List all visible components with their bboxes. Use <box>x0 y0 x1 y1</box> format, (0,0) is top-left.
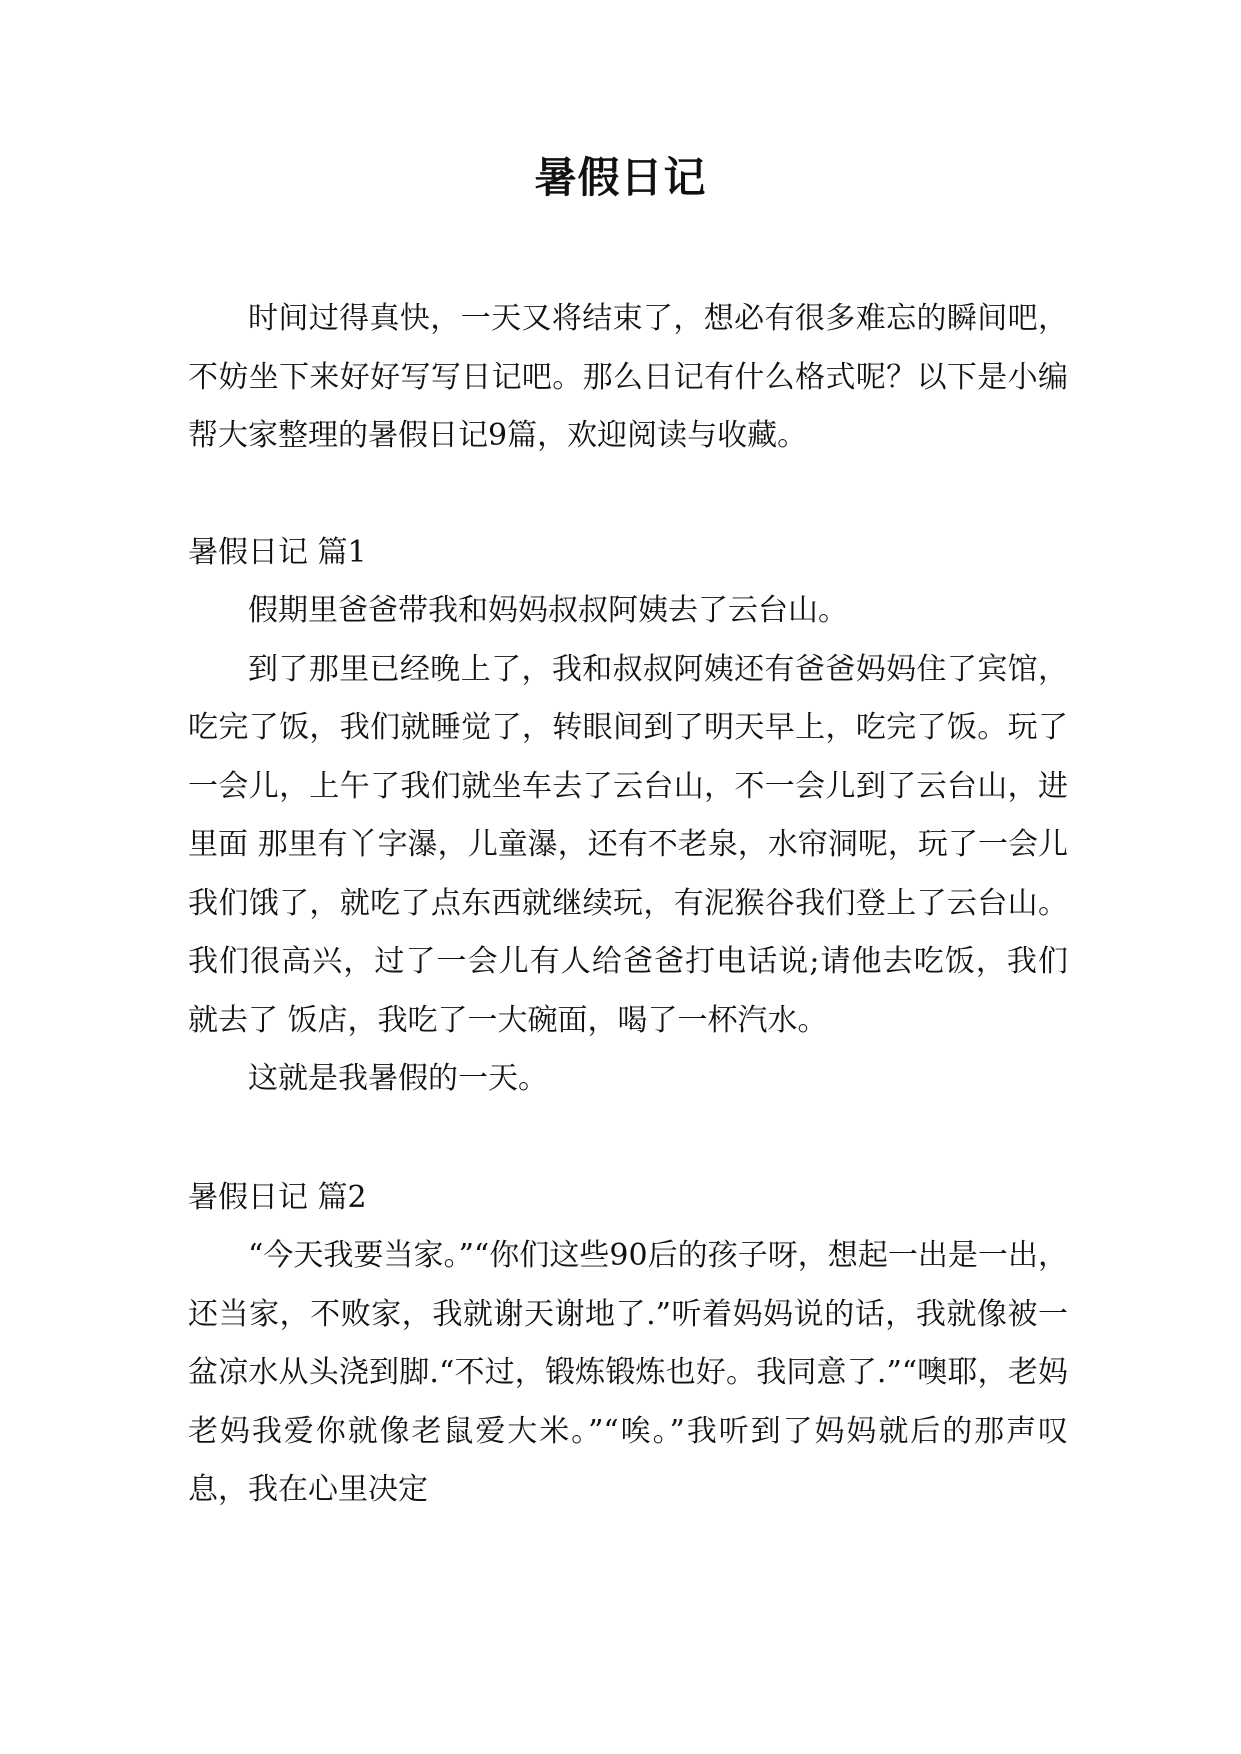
section-heading-2: 暑假日记 篇2 <box>188 1179 367 1215</box>
section-heading-1: 暑假日记 篇1 <box>188 534 367 570</box>
section-1-paragraph-1: 假期里爸爸带我和妈妈叔叔阿姨去了云台山。 <box>248 593 848 628</box>
document-body <box>188 290 1068 1520</box>
document-title: 暑假日记 <box>534 153 707 202</box>
section-spacer <box>188 466 1068 524</box>
section-2-paragraph-1: “今天我要当家。”“你们这些90后的孩子呀，想起一出是一出，还当家，不败家，我就谢天谢地了.”听着妈妈说的话，我就像被一盆凉水从头浇到脚.“不过，锻炼锻炼也好。我同意了.”“噢耶，老妈老妈我爱你就像老鼠爱大米。”“唉。”我听到了妈妈就后的那声叹息，我在心里决定 <box>188 1238 1068 1507</box>
section-1-paragraph-2: 到了那里已经晚上了，我和叔叔阿姨还有爸爸妈妈住了宾馆，吃完了饭，我们就睡觉了，转眼间到了明天早上，吃完了饭。玩了一会儿，上午了我们就坐车去了云台山，不一会儿到了云台山，进里面 那里有丫字瀑，儿童瀑，还有不老泉，水帘洞呢，玩了一会儿我们饿了，就吃了点东西就继续玩，有泥猴谷我们登上了云台山。我们很高兴，过了一会儿有人给爸爸打电话说;请他去吃饭，我们就去了 饭店，我吃了一大碗面，喝了一杯汽水。 <box>188 651 1068 1038</box>
section-spacer <box>188 1109 1068 1169</box>
section-1-paragraph-3: 这就是我暑假的一天。 <box>248 1061 548 1096</box>
intro-paragraph: 时间过得真快，一天又将结束了，想必有很多难忘的瞬间吧，不妨坐下来好好写写日记吧。那么日记有什么格式呢？以下是小编帮大家整理的暑假日记9篇，欢迎阅读与收藏。 <box>188 301 1068 453</box>
